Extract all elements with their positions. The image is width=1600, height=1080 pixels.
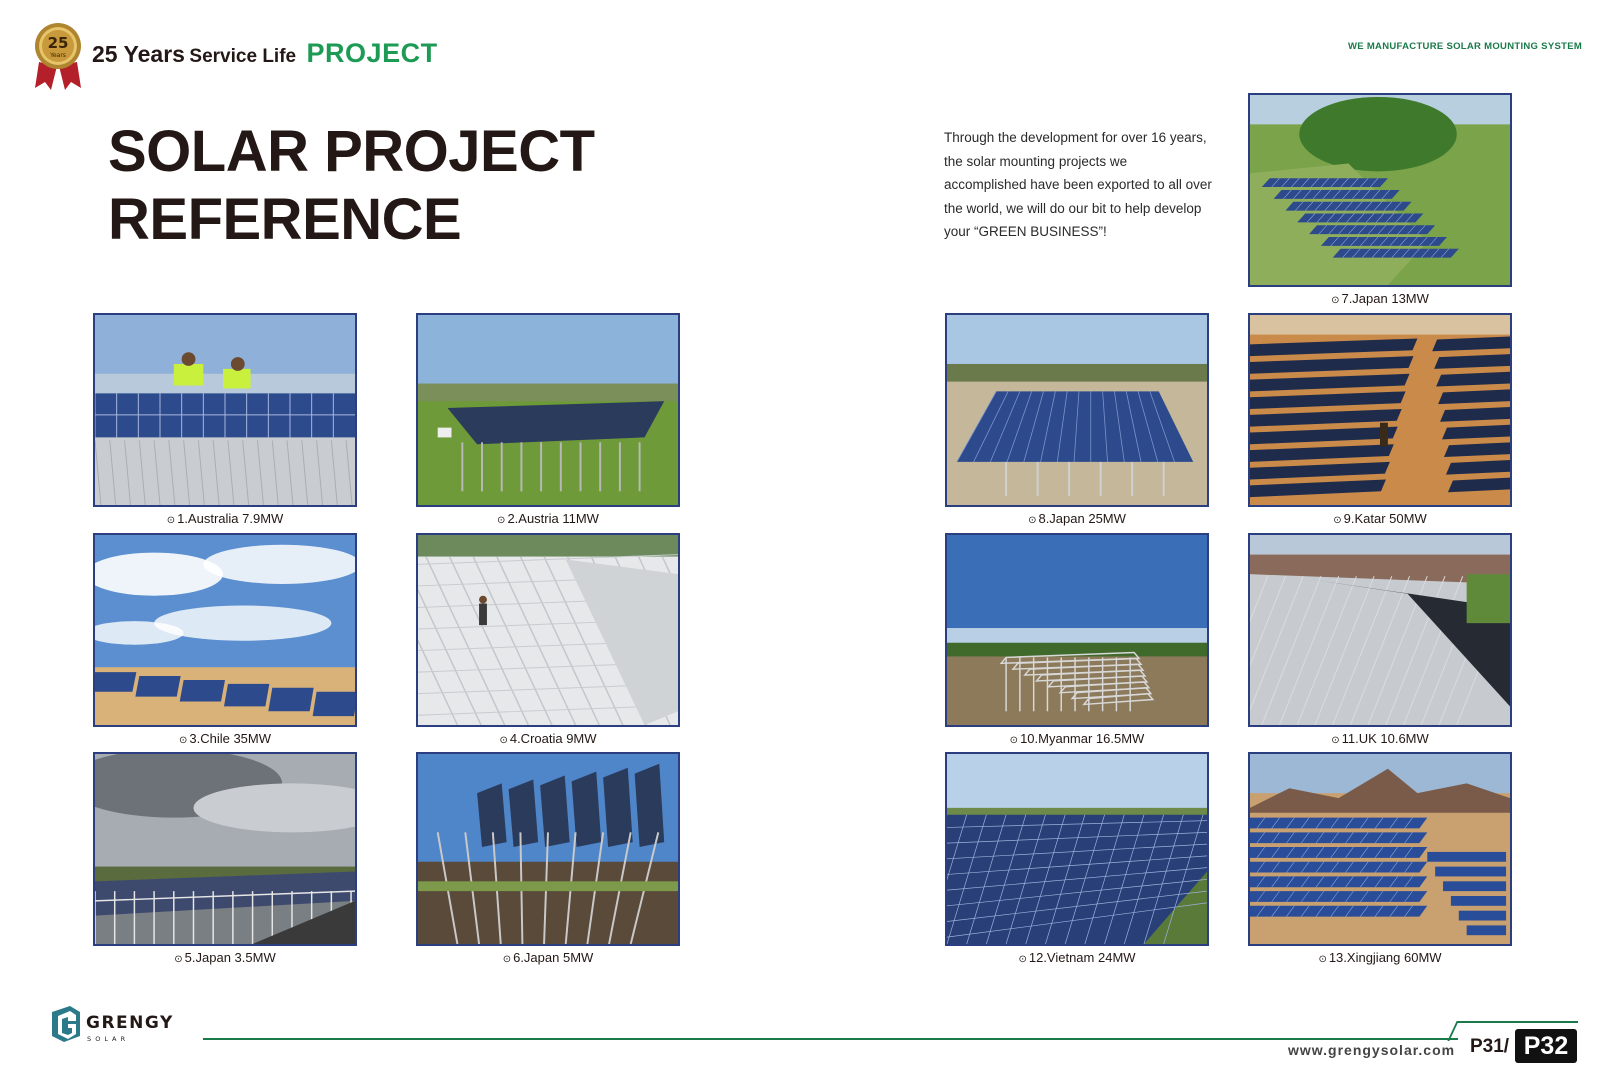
project-photo <box>1248 752 1512 946</box>
intro-paragraph: Through the development for over 16 years, the solar mounting projects we accomplished have been exported to all over the world, we will do our bit to help develop your “GREEN BUSINESS”! <box>944 130 1212 239</box>
project-caption-label: 6.Japan 5MW <box>513 950 594 965</box>
solar-installation-image <box>95 315 355 505</box>
project-photo <box>1248 533 1512 727</box>
project-photo <box>1248 93 1512 287</box>
caption-bullet-icon: ⊙ <box>502 954 512 965</box>
project-photo <box>93 313 357 507</box>
project-caption <box>945 731 1209 746</box>
caption-bullet-icon: ⊙ <box>1028 515 1037 526</box>
project-photo <box>416 313 680 507</box>
project-caption <box>93 950 357 965</box>
caption-bullet-icon: ⊙ <box>499 735 508 746</box>
solar-installation-image <box>1250 95 1510 285</box>
project-caption <box>93 731 357 746</box>
header-tagline: WE MANUFACTURE SOLAR MOUNTING SYSTEM <box>1348 41 1583 52</box>
page-number-right: P32 <box>1515 1029 1577 1063</box>
project-photo <box>1248 313 1512 507</box>
caption-bullet-icon: ⊙ <box>1331 735 1340 746</box>
website-url[interactable]: www.grengysolar.com <box>1288 1042 1456 1058</box>
project-caption-label: 8.Japan 25MW <box>1038 511 1126 526</box>
project-caption-label: 5.Japan 3.5MW <box>184 950 276 965</box>
project-photo <box>93 533 357 727</box>
caption-bullet-icon: ⊙ <box>1009 735 1019 746</box>
solar-installation-image <box>95 754 355 944</box>
footer-rule <box>203 1038 1458 1040</box>
header-title <box>92 38 438 69</box>
solar-installation-image <box>947 315 1207 505</box>
project-caption <box>1248 950 1512 965</box>
project-caption <box>945 950 1209 965</box>
project-photo <box>945 533 1209 727</box>
header-title-service: Service Life <box>189 46 297 67</box>
solar-installation-image <box>947 754 1207 944</box>
project-photo <box>945 313 1209 507</box>
caption-bullet-icon: ⊙ <box>178 735 188 746</box>
project-caption-label: 12.Vietnam 24MW <box>1028 950 1136 965</box>
project-caption-label: 7.Japan 13MW <box>1341 291 1429 306</box>
25-years-badge-icon <box>33 22 83 92</box>
main-title <box>108 118 595 254</box>
caption-bullet-icon: ⊙ <box>1333 515 1342 526</box>
solar-installation-image <box>418 315 678 505</box>
solar-installation-image <box>418 535 678 725</box>
footer-rule-upper <box>1458 1021 1578 1023</box>
project-caption <box>416 950 680 965</box>
project-caption <box>416 731 680 746</box>
page-number-left: P31/ <box>1470 1036 1510 1057</box>
project-caption <box>416 511 680 526</box>
solar-installation-image <box>1250 754 1510 944</box>
project-caption-label: 10.Myanmar 16.5MW <box>1020 731 1145 746</box>
main-title-line2: REFERENCE <box>108 187 462 252</box>
grengy-logo <box>50 1006 200 1046</box>
solar-installation-image <box>947 535 1207 725</box>
svg-text:25: 25 <box>47 34 69 52</box>
caption-bullet-icon: ⊙ <box>174 954 183 965</box>
project-caption-label: 1.Australia 7.9MW <box>177 511 284 526</box>
caption-bullet-icon: ⊙ <box>497 515 506 526</box>
project-caption-label: 11.UK 10.6MW <box>1341 731 1429 746</box>
svg-text:GRENGY: GRENGY <box>86 1013 174 1033</box>
project-caption <box>1248 511 1512 526</box>
main-title-line1: SOLAR PROJECT <box>108 119 595 184</box>
project-caption-label: 3.Chile 35MW <box>189 731 272 746</box>
project-photo <box>416 752 680 946</box>
caption-bullet-icon: ⊙ <box>166 515 176 526</box>
project-caption <box>1248 731 1512 746</box>
svg-text:S O L A R: S O L A R <box>87 1035 127 1043</box>
project-caption-label: 13.Xingjiang 60MW <box>1328 950 1442 965</box>
solar-installation-image <box>95 535 355 725</box>
project-photo <box>93 752 357 946</box>
caption-bullet-icon: ⊙ <box>1331 295 1340 306</box>
caption-bullet-icon: ⊙ <box>1018 954 1027 965</box>
project-photo <box>945 752 1209 946</box>
project-caption-label: 4.Croatia 9MW <box>509 731 597 746</box>
project-caption-label: 9.Katar 50MW <box>1343 511 1427 526</box>
project-caption-label: 2.Austria 11MW <box>507 511 599 526</box>
solar-installation-image <box>418 754 678 944</box>
caption-bullet-icon: ⊙ <box>1318 954 1327 965</box>
project-photo <box>416 533 680 727</box>
header-title-project: PROJECT <box>306 38 438 68</box>
project-caption <box>93 511 357 526</box>
header-title-years: 25 Years <box>92 41 185 67</box>
project-caption <box>945 511 1209 526</box>
solar-installation-image <box>1250 535 1510 725</box>
project-caption <box>1248 291 1512 306</box>
solar-installation-image <box>1250 315 1510 505</box>
svg-text:Years: Years <box>50 52 66 59</box>
